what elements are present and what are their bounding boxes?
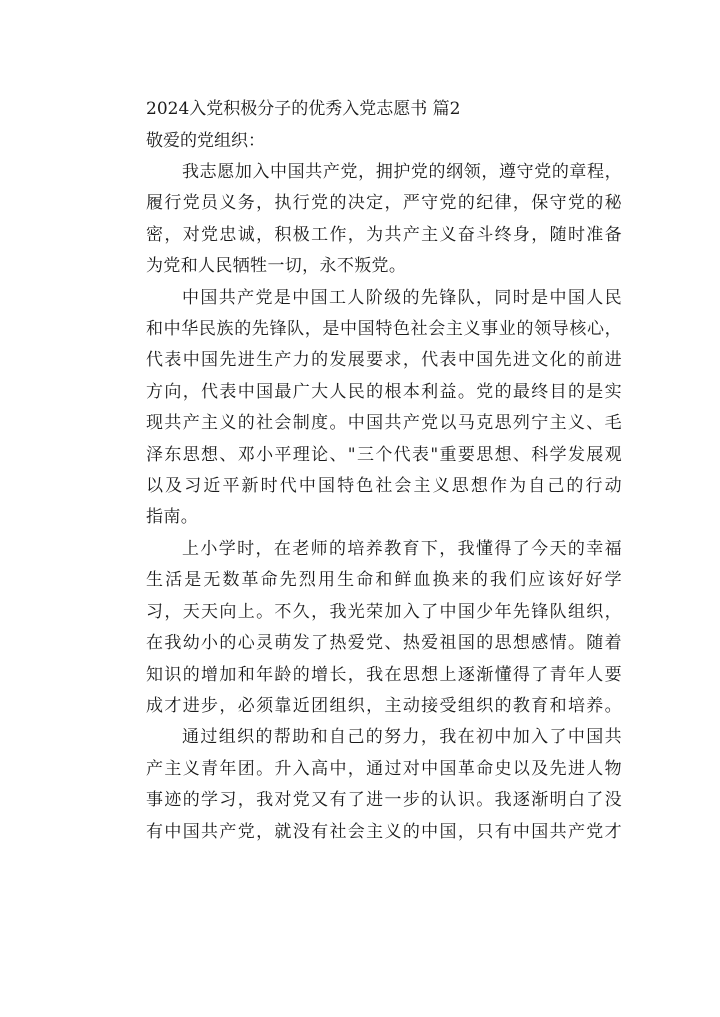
salutation: 敬爱的党组织： <box>146 131 265 151</box>
paragraph-line: 生活是无数革命先烈用生命和鲜血换来的我们应该好好学 <box>146 570 622 591</box>
paragraph-line: 知识的增加和年龄的增长，我在思想上逐渐懂得了青年人要 <box>146 664 622 685</box>
paragraph-4 <box>110 722 622 848</box>
paragraph-line: 指南。 <box>146 507 199 528</box>
paragraph-line: 泽东思想、邓小平理论、"三个代表"重要思想、科学发展观 <box>146 444 622 465</box>
paragraph-line: 和中华民族的先锋队，是中国特色社会主义事业的领导核心， <box>146 319 622 340</box>
paragraph-line: 成才进步，必须靠近团组织，主动接受组织的教育和培养。 <box>146 695 622 716</box>
paragraph-line: 习，天天向上。不久，我光荣加入了中国少年先锋队组织， <box>146 601 622 622</box>
document-body <box>110 93 622 848</box>
paragraph-line: 我志愿加入中国共产党，拥护党的纲领，遵守党的章程， <box>182 162 622 182</box>
paragraph-line: 密，对党忠诚，积极工作，为共产主义奋斗终身，随时准备 <box>146 224 622 245</box>
paragraph-line: 在我幼小的心灵萌发了热爱党、热爱祖国的思想感情。随着 <box>146 633 622 654</box>
paragraph-line: 为党和人民牺牲一切，永不叛党。 <box>146 256 407 277</box>
paragraph-line: 以及习近平新时代中国特色社会主义思想作为自己的行动 <box>146 476 622 497</box>
paragraph-line: 通过组织的帮助和自己的努力，我在初中加入了中国共 <box>182 727 622 748</box>
paragraph-line: 上小学时，在老师的培养教育下，我懂得了今天的幸福 <box>182 538 622 559</box>
document-title: 2024入党积极分子的优秀入党志愿书 篇2 <box>146 99 461 119</box>
paragraph-line: 产主义青年团。升入高中，通过对中国革命史以及先进人物 <box>146 758 622 779</box>
paragraph-3 <box>110 534 622 722</box>
paragraph-2 <box>110 283 622 534</box>
paragraph-line: 方向，代表中国最广大人民的根本利益。党的最终目的是实 <box>146 381 622 402</box>
paragraph-line: 事迹的学习，我对党又有了进一步的认识。我逐渐明白了没 <box>146 790 622 811</box>
paragraph-line: 有中国共产党，就没有社会主义的中国，只有中国共产党才 <box>146 821 622 842</box>
paragraph-line: 代表中国先进生产力的发展要求，代表中国先进文化的前进 <box>146 350 622 371</box>
paragraph-1 <box>110 157 622 283</box>
paragraph-line: 中国共产党是中国工人阶级的先锋队，同时是中国人民 <box>182 287 622 308</box>
paragraph-line: 现共产主义的社会制度。中国共产党以马克思列宁主义、毛 <box>146 413 622 434</box>
paragraph-line: 履行党员义务，执行党的决定，严守党的纪律，保守党的秘 <box>146 193 622 214</box>
